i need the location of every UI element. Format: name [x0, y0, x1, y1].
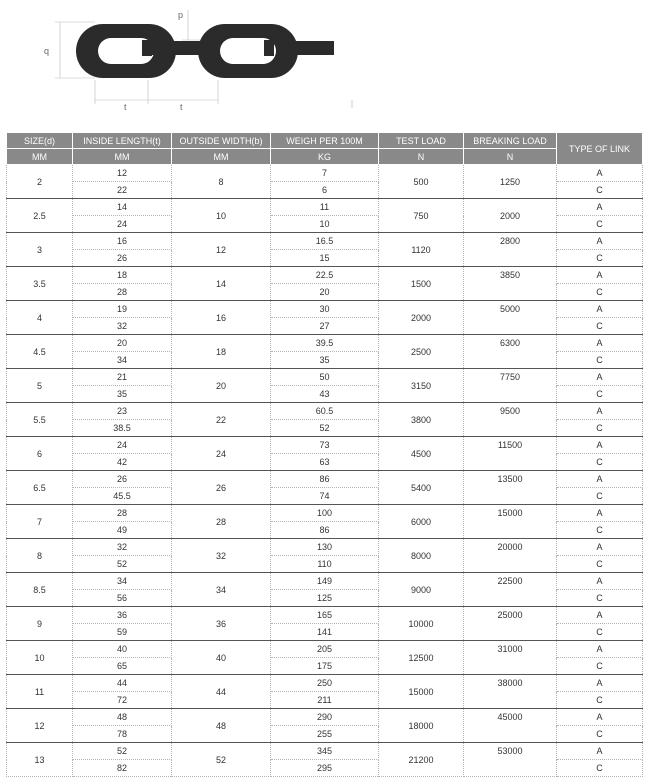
type-of-link-cell: A: [557, 607, 643, 624]
chain-link-tail: [290, 41, 334, 55]
size-cell: 6: [7, 437, 73, 471]
size-cell: 11: [7, 675, 73, 709]
type-of-link-cell: A: [557, 743, 643, 760]
weight-cell: 50: [271, 369, 379, 386]
test-load-cell: 3150: [379, 369, 464, 403]
weight-cell: 22.5: [271, 267, 379, 284]
breaking-load-cell: 7750: [464, 369, 557, 386]
breaking-load-cell: 15000: [464, 505, 557, 522]
type-of-link-cell: C: [557, 658, 643, 675]
inside-length-cell: 59: [73, 624, 172, 641]
type-of-link-cell: A: [557, 709, 643, 726]
header-weight: WEIGH PER 100M: [271, 133, 379, 149]
inside-length-cell: 24: [73, 216, 172, 233]
weight-cell: 295: [271, 760, 379, 777]
outside-width-cell: 26: [172, 471, 271, 505]
breaking-load-cell: 5000: [464, 301, 557, 318]
breaking-load-cell: 31000: [464, 641, 557, 658]
inside-length-cell: 34: [73, 352, 172, 369]
size-cell: 3.5: [7, 267, 73, 301]
table-row: [7, 301, 643, 318]
outside-width-cell: 16: [172, 301, 271, 335]
breaking-load-empty-cell: [464, 726, 557, 743]
inside-length-cell: 24: [73, 437, 172, 454]
weight-cell: 165: [271, 607, 379, 624]
type-of-link-cell: C: [557, 318, 643, 335]
inside-length-cell: 72: [73, 692, 172, 709]
type-of-link-cell: A: [557, 267, 643, 284]
inside-length-cell: 14: [73, 199, 172, 216]
size-cell: 3: [7, 233, 73, 267]
table-body: [7, 165, 643, 777]
breaking-load-empty-cell: [464, 658, 557, 675]
size-cell: 5: [7, 369, 73, 403]
weight-cell: 11: [271, 199, 379, 216]
size-cell: 2: [7, 165, 73, 199]
weight-cell: 35: [271, 352, 379, 369]
breaking-load-empty-cell: [464, 284, 557, 301]
inside-length-cell: 48: [73, 709, 172, 726]
header-breaking-load: BREAKING LOAD: [464, 133, 557, 149]
outside-width-cell: 10: [172, 199, 271, 233]
table-row: [7, 675, 643, 692]
type-of-link-cell: A: [557, 199, 643, 216]
type-of-link-cell: A: [557, 369, 643, 386]
outside-width-cell: 40: [172, 641, 271, 675]
breaking-load-empty-cell: [464, 386, 557, 403]
table-row: [7, 454, 643, 471]
type-of-link-cell: A: [557, 233, 643, 250]
table-row: [7, 267, 643, 284]
weight-cell: 211: [271, 692, 379, 709]
test-load-cell: 6000: [379, 505, 464, 539]
weight-cell: 141: [271, 624, 379, 641]
weight-cell: 149: [271, 573, 379, 590]
inside-length-cell: 20: [73, 335, 172, 352]
table-row: [7, 641, 643, 658]
weight-cell: 100: [271, 505, 379, 522]
label-p: p: [178, 10, 184, 20]
type-of-link-cell: C: [557, 182, 643, 199]
weight-cell: 110: [271, 556, 379, 573]
outside-width-cell: 12: [172, 233, 271, 267]
test-load-cell: 21200: [379, 743, 464, 777]
outside-width-cell: 24: [172, 437, 271, 471]
test-load-cell: 1120: [379, 233, 464, 267]
inside-length-cell: 23: [73, 403, 172, 420]
type-of-link-cell: C: [557, 624, 643, 641]
inside-length-cell: 38.5: [73, 420, 172, 437]
table-row: [7, 335, 643, 352]
type-of-link-cell: A: [557, 403, 643, 420]
weight-cell: 16.5: [271, 233, 379, 250]
breaking-load-empty-cell: [464, 454, 557, 471]
weight-cell: 205: [271, 641, 379, 658]
table-row: [7, 743, 643, 760]
breaking-load-empty-cell: [464, 488, 557, 505]
breaking-load-cell: 9500: [464, 403, 557, 420]
weight-cell: 175: [271, 658, 379, 675]
inside-length-cell: 16: [73, 233, 172, 250]
test-load-cell: 12500: [379, 641, 464, 675]
inside-length-cell: 44: [73, 675, 172, 692]
weight-cell: 6: [271, 182, 379, 199]
label-t-2: t: [180, 102, 183, 112]
test-load-cell: 10000: [379, 607, 464, 641]
unit-size: MM: [7, 149, 73, 165]
size-cell: 6.5: [7, 471, 73, 505]
breaking-load-empty-cell: [464, 624, 557, 641]
table-row: [7, 284, 643, 301]
inside-length-cell: 22: [73, 182, 172, 199]
header-inside-length: INSIDE LENGTH(t): [73, 133, 172, 149]
inside-length-cell: 65: [73, 658, 172, 675]
table-row: [7, 709, 643, 726]
size-cell: 8.5: [7, 573, 73, 607]
weight-cell: 60.5: [271, 403, 379, 420]
table-row: [7, 505, 643, 522]
inside-length-cell: 34: [73, 573, 172, 590]
table-row: [7, 369, 643, 386]
weight-cell: 250: [271, 675, 379, 692]
table-row: [7, 760, 643, 777]
table-row: [7, 403, 643, 420]
type-of-link-cell: C: [557, 420, 643, 437]
inside-length-cell: 42: [73, 454, 172, 471]
chain-link-diagram: [0, 0, 649, 120]
type-of-link-cell: A: [557, 437, 643, 454]
table-row: [7, 437, 643, 454]
table-row: [7, 471, 643, 488]
type-of-link-cell: C: [557, 488, 643, 505]
type-of-link-cell: C: [557, 590, 643, 607]
weight-cell: 30: [271, 301, 379, 318]
inside-length-cell: 26: [73, 250, 172, 267]
table-row: [7, 607, 643, 624]
outside-width-cell: 20: [172, 369, 271, 403]
inside-length-cell: 36: [73, 607, 172, 624]
unit-breaking-load: N: [464, 149, 557, 165]
type-of-link-cell: C: [557, 284, 643, 301]
test-load-cell: 18000: [379, 709, 464, 743]
type-of-link-cell: A: [557, 471, 643, 488]
inside-length-cell: 19: [73, 301, 172, 318]
unit-test-load: N: [379, 149, 464, 165]
test-load-cell: 1500: [379, 267, 464, 301]
inside-length-cell: 32: [73, 539, 172, 556]
breaking-load-cell: 13500: [464, 471, 557, 488]
inside-length-cell: 45.5: [73, 488, 172, 505]
test-load-cell: 4500: [379, 437, 464, 471]
table-row: [7, 386, 643, 403]
test-load-cell: 15000: [379, 675, 464, 709]
outside-width-cell: 28: [172, 505, 271, 539]
outside-width-cell: 44: [172, 675, 271, 709]
type-of-link-cell: A: [557, 301, 643, 318]
test-load-cell: 3800: [379, 403, 464, 437]
label-q: q: [44, 46, 50, 56]
outside-width-cell: 36: [172, 607, 271, 641]
breaking-load-cell: 2000: [464, 199, 557, 233]
type-of-link-cell: A: [557, 573, 643, 590]
breaking-load-cell: 11500: [464, 437, 557, 454]
breaking-load-empty-cell: [464, 318, 557, 335]
weight-cell: 125: [271, 590, 379, 607]
breaking-load-empty-cell: [464, 556, 557, 573]
type-of-link-cell: A: [557, 641, 643, 658]
header-type-of-link: TYPE OF LINK: [557, 133, 643, 165]
weight-cell: 73: [271, 437, 379, 454]
breaking-load-cell: 2800: [464, 233, 557, 250]
weight-cell: 7: [271, 165, 379, 182]
breaking-load-cell: 53000: [464, 743, 557, 760]
size-cell: 12: [7, 709, 73, 743]
unit-inside-length: MM: [73, 149, 172, 165]
inside-length-cell: 32: [73, 318, 172, 335]
size-cell: 13: [7, 743, 73, 777]
type-of-link-cell: C: [557, 386, 643, 403]
breaking-load-empty-cell: [464, 352, 557, 369]
breaking-load-empty-cell: [464, 590, 557, 607]
type-of-link-cell: A: [557, 335, 643, 352]
table-row: [7, 233, 643, 250]
weight-cell: 63: [271, 454, 379, 471]
header-test-load: TEST LOAD: [379, 133, 464, 149]
type-of-link-cell: C: [557, 556, 643, 573]
breaking-load-cell: 25000: [464, 607, 557, 624]
type-of-link-cell: C: [557, 522, 643, 539]
inside-length-cell: 12: [73, 165, 172, 182]
size-cell: 5.5: [7, 403, 73, 437]
weight-cell: 15: [271, 250, 379, 267]
weight-cell: 86: [271, 522, 379, 539]
outside-width-cell: 34: [172, 573, 271, 607]
inside-length-cell: 26: [73, 471, 172, 488]
table-row: [7, 318, 643, 335]
breaking-load-empty-cell: [464, 420, 557, 437]
table-row: [7, 199, 643, 216]
weight-cell: 27: [271, 318, 379, 335]
weight-cell: 52: [271, 420, 379, 437]
weight-cell: 43: [271, 386, 379, 403]
size-cell: 7: [7, 505, 73, 539]
outside-width-cell: 52: [172, 743, 271, 777]
table-row: [7, 726, 643, 743]
weight-cell: 39.5: [271, 335, 379, 352]
type-of-link-cell: C: [557, 454, 643, 471]
type-of-link-cell: C: [557, 216, 643, 233]
inside-length-cell: 49: [73, 522, 172, 539]
inside-length-cell: 28: [73, 284, 172, 301]
inside-length-cell: 21: [73, 369, 172, 386]
weight-cell: 130: [271, 539, 379, 556]
header-size: SIZE(d): [7, 133, 73, 149]
inside-length-cell: 78: [73, 726, 172, 743]
weight-cell: 86: [271, 471, 379, 488]
weight-cell: 345: [271, 743, 379, 760]
test-load-cell: 500: [379, 165, 464, 199]
test-load-cell: 750: [379, 199, 464, 233]
breaking-load-cell: 45000: [464, 709, 557, 726]
header-outside-width: OUTSIDE WIDTH(b): [172, 133, 271, 149]
breaking-load-cell: 20000: [464, 539, 557, 556]
type-of-link-cell: A: [557, 675, 643, 692]
breaking-load-cell: 38000: [464, 675, 557, 692]
table-row: [7, 556, 643, 573]
outside-width-cell: 32: [172, 539, 271, 573]
breaking-load-cell: 6300: [464, 335, 557, 352]
chain-spec-table: [6, 132, 643, 777]
inside-length-cell: 52: [73, 743, 172, 760]
size-cell: 4.5: [7, 335, 73, 369]
inside-length-cell: 18: [73, 267, 172, 284]
table-row: [7, 692, 643, 709]
table-row: [7, 488, 643, 505]
type-of-link-cell: C: [557, 760, 643, 777]
label-t-1: t: [124, 102, 127, 112]
table-row: [7, 624, 643, 641]
breaking-load-empty-cell: [464, 250, 557, 267]
inside-length-cell: 82: [73, 760, 172, 777]
breaking-load-cell: 1250: [464, 165, 557, 199]
outside-width-cell: 14: [172, 267, 271, 301]
type-of-link-cell: A: [557, 505, 643, 522]
outside-width-cell: 8: [172, 165, 271, 199]
table-row: [7, 539, 643, 556]
size-cell: 8: [7, 539, 73, 573]
weight-cell: 74: [271, 488, 379, 505]
weight-cell: 290: [271, 709, 379, 726]
table-row: [7, 573, 643, 590]
inside-length-cell: 40: [73, 641, 172, 658]
inside-length-cell: 56: [73, 590, 172, 607]
unit-weight: KG: [271, 149, 379, 165]
breaking-load-empty-cell: [464, 692, 557, 709]
size-cell: 4: [7, 301, 73, 335]
breaking-load-empty-cell: [464, 760, 557, 777]
test-load-cell: 2000: [379, 301, 464, 335]
test-load-cell: 2500: [379, 335, 464, 369]
table-row: [7, 658, 643, 675]
breaking-load-cell: 22500: [464, 573, 557, 590]
table-row: [7, 165, 643, 182]
size-cell: 2.5: [7, 199, 73, 233]
test-load-cell: 5400: [379, 471, 464, 505]
weight-cell: 20: [271, 284, 379, 301]
table-row: [7, 352, 643, 369]
type-of-link-cell: C: [557, 250, 643, 267]
weight-cell: 10: [271, 216, 379, 233]
table-row: [7, 250, 643, 267]
inside-length-cell: 35: [73, 386, 172, 403]
type-of-link-cell: C: [557, 726, 643, 743]
outside-width-cell: 18: [172, 335, 271, 369]
table-row: [7, 522, 643, 539]
inside-length-cell: 28: [73, 505, 172, 522]
table-row: [7, 590, 643, 607]
breaking-load-cell: 3850: [464, 267, 557, 284]
test-load-cell: 8000: [379, 539, 464, 573]
unit-outside-width: MM: [172, 149, 271, 165]
weight-cell: 255: [271, 726, 379, 743]
type-of-link-cell: A: [557, 165, 643, 182]
test-load-cell: 9000: [379, 573, 464, 607]
size-cell: 10: [7, 641, 73, 675]
table-header: [7, 133, 643, 165]
inside-length-cell: 52: [73, 556, 172, 573]
outside-width-cell: 48: [172, 709, 271, 743]
outside-width-cell: 22: [172, 403, 271, 437]
breaking-load-empty-cell: [464, 522, 557, 539]
type-of-link-cell: A: [557, 539, 643, 556]
table-row: [7, 420, 643, 437]
size-cell: 9: [7, 607, 73, 641]
type-of-link-cell: C: [557, 692, 643, 709]
type-of-link-cell: C: [557, 352, 643, 369]
